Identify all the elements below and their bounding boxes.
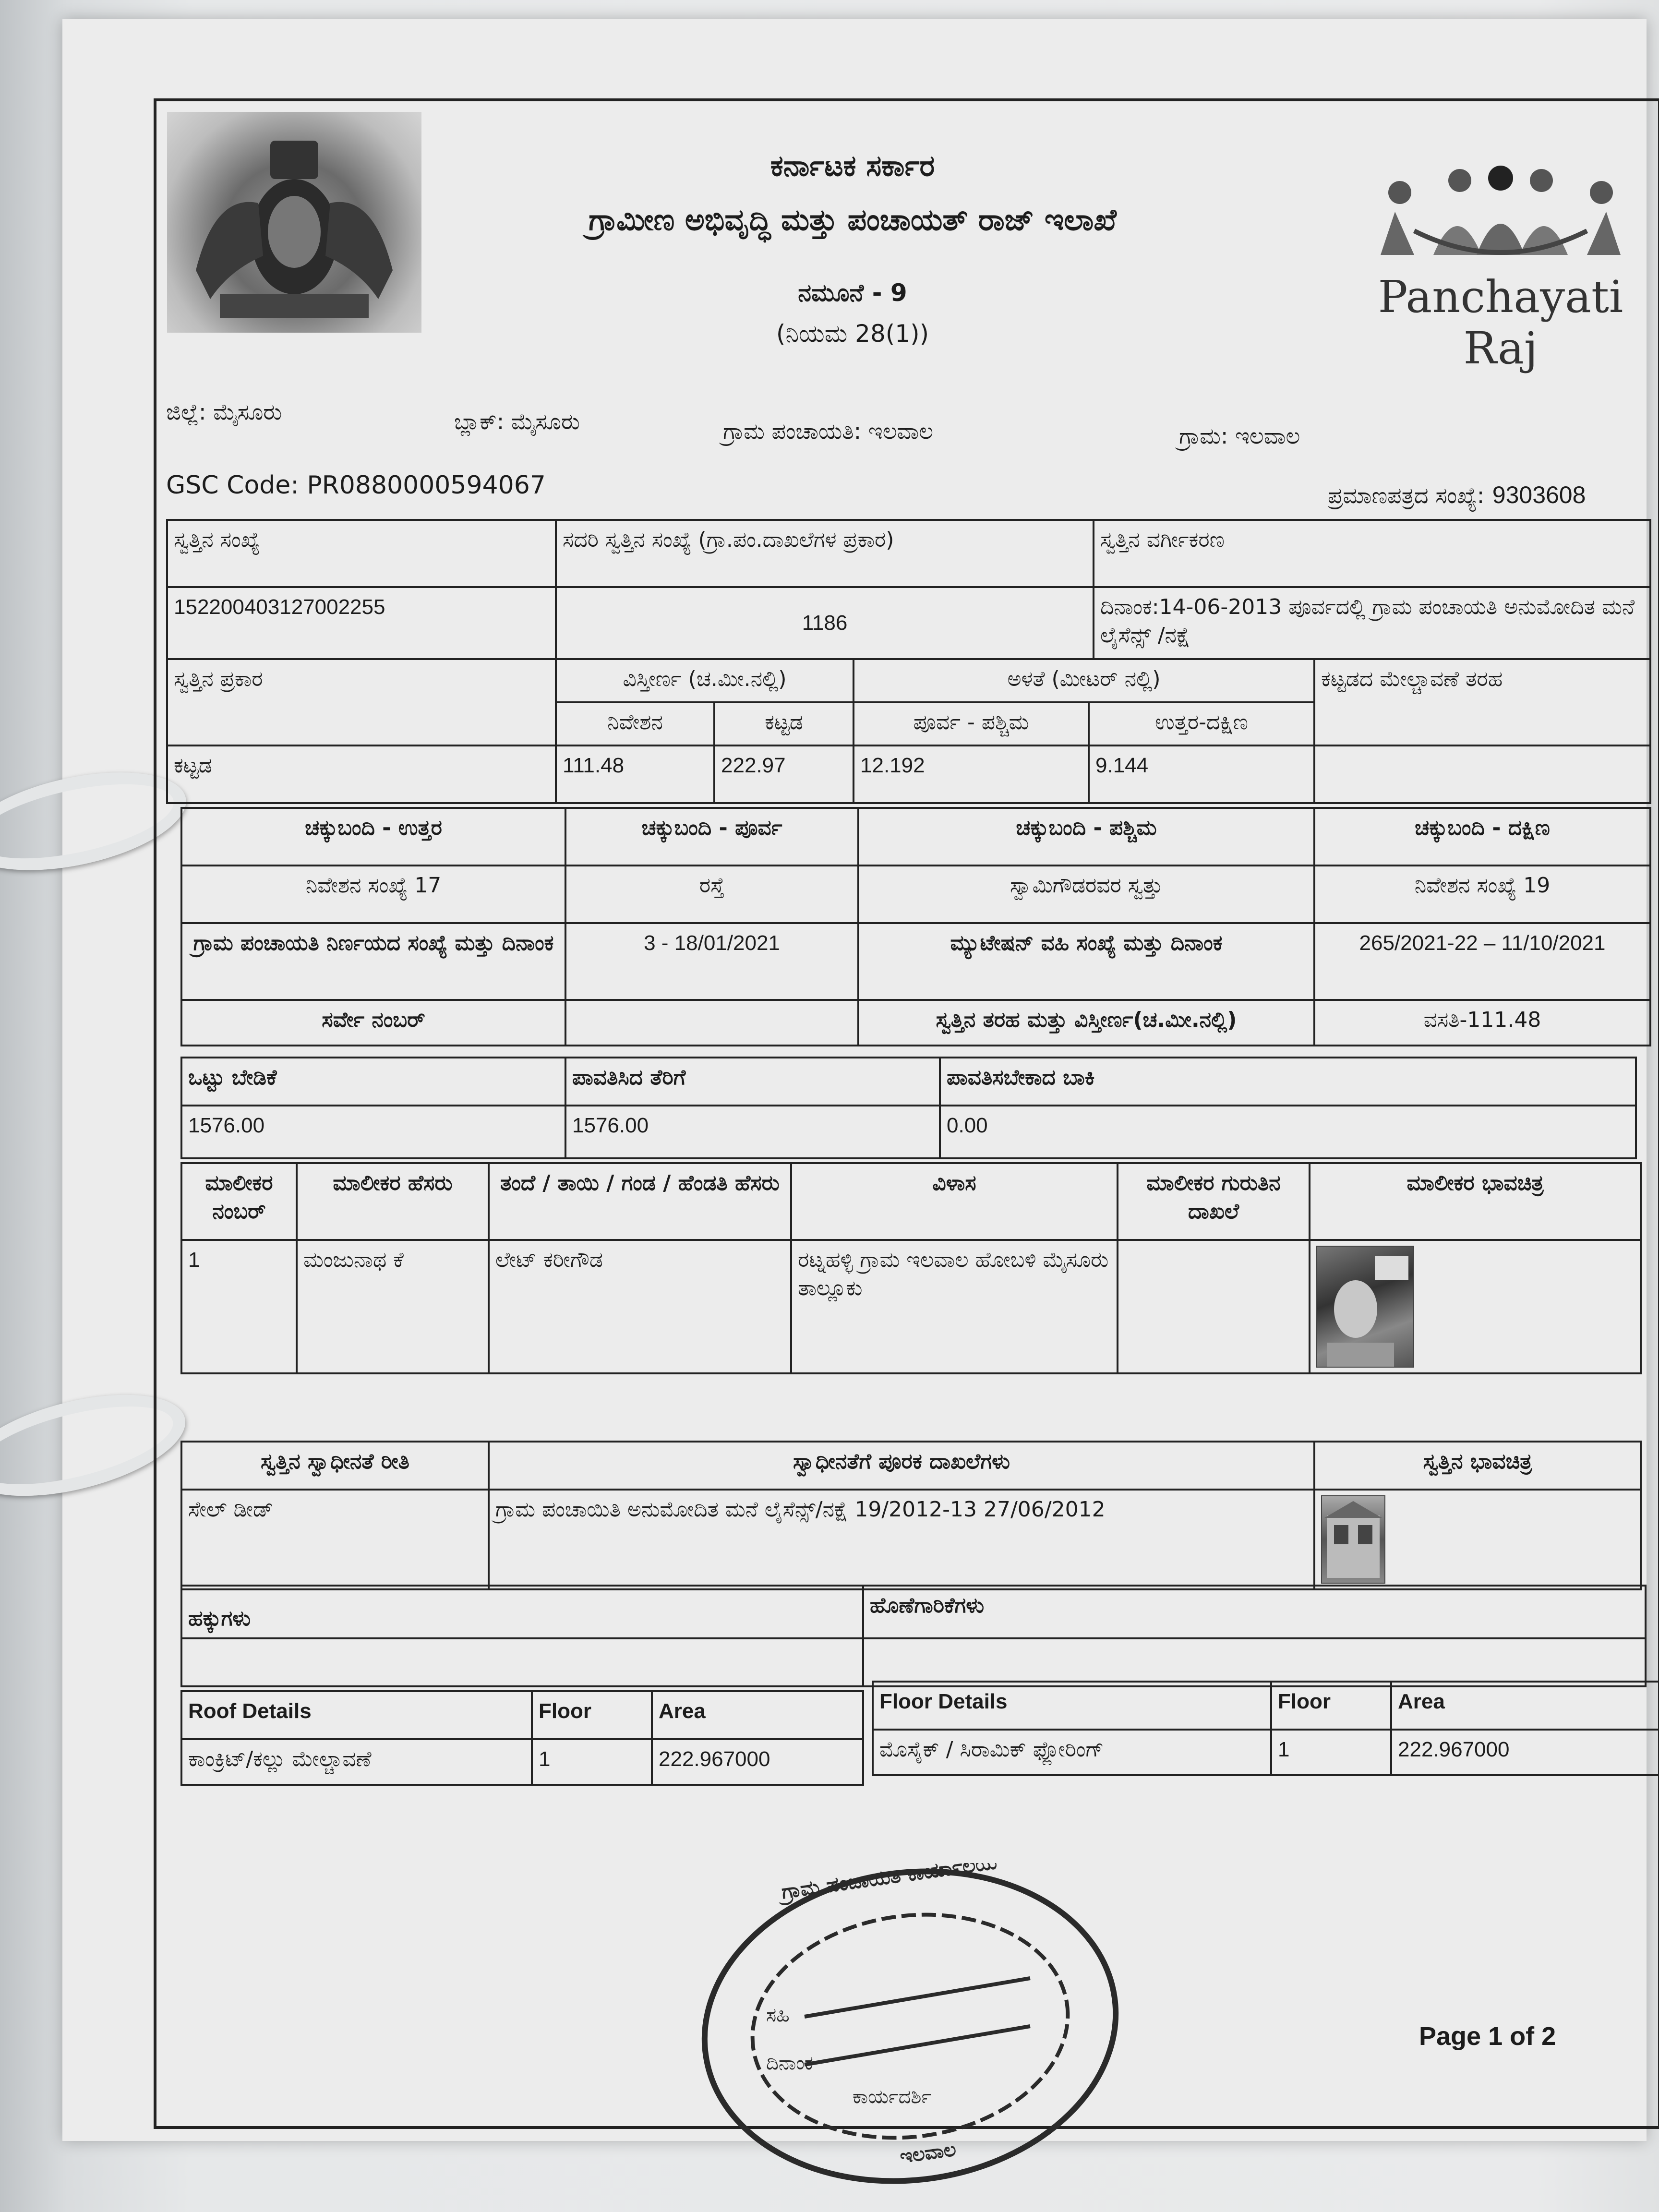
gp-number-label: ಸದರಿ ಸ್ವತ್ತಿನ ಸಂಖ್ಯೆ (ಗ್ರಾ.ಪಂ.ದಾಖಲೆಗಳ ಪ್ರಕಾರ) bbox=[556, 520, 1094, 587]
owner-name-value: ಮಂಜುನಾಥ ಕೆ bbox=[297, 1240, 489, 1373]
stamp-secretary-label: ಕಾರ್ಯದರ್ಶಿ bbox=[853, 2086, 932, 2108]
floor-type-value: ಮೊಸೈಕ್ / ಸಿರಾಮಿಕ್ ಫ್ಲೋರಿಂಗ್ bbox=[873, 1730, 1271, 1775]
owner-photo-cell bbox=[1310, 1240, 1641, 1373]
panchayati-raj-logo bbox=[1366, 159, 1635, 374]
certificate-page bbox=[62, 19, 1647, 2168]
type-area-label: ಸ್ವತ್ತಿನ ತರಹ ಮತ್ತು ವಿಸ್ತೀರ್ಣ(ಚ.ಮೀ.ನಲ್ಲಿ) bbox=[858, 1000, 1314, 1046]
property-photo bbox=[1321, 1495, 1385, 1584]
certificate-number: ಪ್ರಮಾಣಪತ್ರದ ಸಂಖ್ಯೆ: 9303608 bbox=[1328, 481, 1586, 508]
ownership-table bbox=[180, 1441, 1642, 1590]
roof-type-value: ಕಾಂಕ್ರಿಟ್/ಕಲ್ಲು ಮೇಲ್ಚಾವಣೆ bbox=[181, 1739, 532, 1785]
classification-value: ದಿನಾಂಕ:14-06-2013 ಪೂರ್ವದಲ್ಲಿ ಗ್ರಾಮ ಪಂಚಾಯತಿ ಅನುಮೋದಿತ ಮನೆ ಲೈಸೆನ್ಸ್ /ನಕ್ಷೆ bbox=[1094, 587, 1650, 659]
east-west-label: ಪೂರ್ವ - ಪಶ್ಚಿಮ bbox=[854, 702, 1089, 745]
ownership-method-value: ಸೇಲ್ ಡೀಡ್ bbox=[181, 1490, 489, 1589]
property-id-table bbox=[166, 519, 1651, 660]
ownership-method-label: ಸ್ವತ್ತಿನ ಸ್ವಾಧೀನತೆ ರೀತಿ bbox=[181, 1442, 489, 1490]
village: ಗ್ರಾಮ: ಇಲವಾಲ bbox=[1179, 423, 1300, 449]
tax-paid-label: ಪಾವತಿಸಿದ ತೆರಿಗೆ bbox=[565, 1058, 940, 1106]
balance-label: ಪಾವತಿಸಬೇಕಾದ ಬಾಕಿ bbox=[940, 1058, 1636, 1106]
gram-panchayat: ಗ್ರಾಮ ಪಂಚಾಯತಿ: ಇಲವಾಲ bbox=[723, 418, 934, 444]
survey-number-label: ಸರ್ವೇ ನಂಬರ್ bbox=[181, 1000, 565, 1046]
page-number: Page 1 of 2 bbox=[1419, 2022, 1556, 2051]
owner-id-value bbox=[1118, 1240, 1310, 1373]
survey-number-value bbox=[565, 1000, 858, 1046]
roof-floor-label: Floor bbox=[532, 1691, 652, 1739]
relation-label: ತಂದೆ / ತಾಯಿ / ಗಂಡ / ಹೆಂಡತಿ ಹೆಸರು bbox=[489, 1163, 791, 1240]
roof-floor-value: 1 bbox=[532, 1739, 652, 1785]
district: ಜಿಲ್ಲೆ: ಮೈಸೂರು bbox=[166, 399, 282, 425]
north-south-label: ಉತ್ತರ-ದಕ್ಷಿಣ bbox=[1089, 702, 1314, 745]
relation-value: ಲೇಟ್ ಕರೀಗೌಡ bbox=[489, 1240, 791, 1373]
north-south-value: 9.144 bbox=[1089, 745, 1314, 803]
owner-name-label: ಮಾಲೀಕರ ಹೆಸರು bbox=[297, 1163, 489, 1240]
boundaries-table bbox=[180, 807, 1651, 1046]
property-photo-cell bbox=[1314, 1490, 1641, 1589]
owner-photo bbox=[1316, 1246, 1414, 1368]
form-number: ನಮೂನೆ - 9 bbox=[798, 279, 907, 307]
east-boundary-label: ಚಕ್ಕುಬಂದಿ - ಪೂರ್ವ bbox=[565, 808, 858, 866]
floor-floor-value: 1 bbox=[1271, 1730, 1391, 1775]
west-boundary-label: ಚಕ್ಕುಬಂದಿ - ಪಶ್ಚಿಮ bbox=[858, 808, 1314, 866]
owner-number-label: ಮಾಲೀಕರ ನಂಬರ್ bbox=[181, 1163, 297, 1240]
floor-floor-label: Floor bbox=[1271, 1682, 1391, 1730]
block: ಬ್ಲಾಕ್: ಮೈಸೂರು bbox=[454, 409, 580, 434]
property-id-value: 152200403127002255 bbox=[167, 587, 556, 659]
rule-number: (ನಿಯಮ 28(1)) bbox=[776, 320, 929, 348]
panchayat-seal-stamp bbox=[694, 1863, 1126, 2189]
roof-details-table bbox=[180, 1690, 864, 1786]
east-boundary-value: ರಸ್ತೆ bbox=[565, 866, 858, 923]
classification-label: ಸ್ವತ್ತಿನ ವರ್ಗೀಕರಣ bbox=[1094, 520, 1650, 587]
floor-area-value: 222.967000 bbox=[1391, 1730, 1659, 1775]
area-label: ವಿಸ್ತೀರ್ಣ (ಚ.ಮೀ.ನಲ್ಲಿ) bbox=[556, 659, 854, 702]
dimensions-table bbox=[166, 658, 1651, 804]
north-boundary-value: ನಿವೇಶನ ಸಂಖ್ಯೆ 17 bbox=[181, 866, 565, 923]
gsc-code: GSC Code: PR0880000594067 bbox=[166, 471, 546, 500]
south-boundary-label: ಚಕ್ಕುಬಂದಿ - ದಕ್ಷಿಣ bbox=[1314, 808, 1650, 866]
owner-number-value: 1 bbox=[181, 1240, 297, 1373]
resolution-value: 3 - 18/01/2021 bbox=[565, 923, 858, 1000]
rights-table bbox=[180, 1585, 1647, 1687]
stamp-bottom-text: ಇಲವಾಲ bbox=[898, 2138, 958, 2168]
total-demand-label: ಒಟ್ಟು ಬೇಡಿಕೆ bbox=[181, 1058, 565, 1106]
south-boundary-value: ನಿವೇಶನ ಸಂಖ್ಯೆ 19 bbox=[1314, 866, 1650, 923]
panchayati-raj-text: Panchayati Raj bbox=[1378, 271, 1623, 374]
roof-details-title: Roof Details bbox=[181, 1691, 532, 1739]
floor-details-table bbox=[872, 1681, 1659, 1776]
property-id-label: ಸ್ವತ್ತಿನ ಸಂಖ್ಯೆ bbox=[167, 520, 556, 587]
liabilities-label: ಹೊಣೆಗಾರಿಕೆಗಳು bbox=[863, 1586, 1646, 1638]
owner-table bbox=[180, 1162, 1642, 1374]
balance-value: 0.00 bbox=[940, 1106, 1636, 1158]
karnataka-emblem-icon bbox=[167, 112, 421, 333]
property-type-value: ಕಟ್ಟಡ bbox=[167, 745, 556, 803]
floor-details-title: Floor Details bbox=[873, 1682, 1271, 1730]
building-area-value: 222.97 bbox=[714, 745, 854, 803]
north-boundary-label: ಚಕ್ಕುಬಂದಿ - ಉತ್ತರ bbox=[181, 808, 565, 866]
tax-table bbox=[180, 1057, 1637, 1159]
resolution-label: ಗ್ರಾಮ ಪಂಚಾಯತಿ ನಿರ್ಣಯದ ಸಂಖ್ಯೆ ಮತ್ತು ದಿನಾಂಕ bbox=[181, 923, 565, 1000]
supporting-docs-label: ಸ್ವಾಧೀನತೆಗೆ ಪೂರಕ ದಾಖಲೆಗಳು bbox=[489, 1442, 1314, 1490]
property-type-label: ಸ್ವತ್ತಿನ ಪ್ರಕಾರ bbox=[167, 659, 556, 745]
owner-id-label: ಮಾಲೀಕರ ಗುರುತಿನ ದಾಖಲೆ bbox=[1118, 1163, 1310, 1240]
roof-type-value bbox=[1314, 745, 1650, 803]
owner-photo-label: ಮಾಲೀಕರ ಭಾವಚಿತ್ರ bbox=[1310, 1163, 1641, 1240]
floor-area-label: Area bbox=[1391, 1682, 1659, 1730]
rights-value bbox=[181, 1638, 863, 1686]
stamp-signature-label: ಸಹಿ bbox=[766, 2004, 790, 2026]
mutation-value: 265/2021-22 – 11/10/2021 bbox=[1314, 923, 1650, 1000]
govt-title: ಕರ್ನಾಟಕ ಸರ್ಕಾರ bbox=[770, 149, 935, 183]
site-label: ನಿವೇಶನ bbox=[556, 702, 714, 745]
site-area-value: 111.48 bbox=[556, 745, 714, 803]
form-9-document bbox=[154, 98, 1659, 2168]
gp-number-value: 1186 bbox=[556, 587, 1094, 659]
roof-type-label: ಕಟ್ಟಡದ ಮೇಲ್ಚಾವಣೆ ತರಹ bbox=[1314, 659, 1650, 745]
total-demand-value: 1576.00 bbox=[181, 1106, 565, 1158]
west-boundary-value: ಸ್ವಾಮಿಗೌಡರವರ ಸ್ವತ್ತು bbox=[858, 866, 1314, 923]
address-value: ರಟ್ನಹಳ್ಳಿ ಗ್ರಾಮ ಇಲವಾಲ ಹೋಬಳಿ ಮೈಸೂರು ತಾಲ್ಲೂಕು bbox=[791, 1240, 1118, 1373]
building-label: ಕಟ್ಟಡ bbox=[714, 702, 854, 745]
department-title: ಗ್ರಾಮೀಣ ಅಭಿವೃದ್ಧಿ ಮತ್ತು ಪಂಚಾಯತ್ ರಾಜ್ ಇಲಾಖೆ bbox=[589, 202, 1117, 237]
stamp-date-label: ದಿನಾಂಕ bbox=[766, 2052, 813, 2074]
people-group-icon bbox=[1366, 159, 1635, 264]
measurement-label: ಅಳತೆ (ಮೀಟರ್ ನಲ್ಲಿ) bbox=[854, 659, 1314, 702]
liabilities-value bbox=[863, 1638, 1646, 1686]
stamp-top-text: ಗ್ರಾಮ ಪಂಚಾಯತಿ ಕಾರ್ಯಾಲಯ bbox=[780, 1863, 998, 1904]
rights-label: ಹಕ್ಕುಗಳು bbox=[181, 1586, 863, 1638]
property-photo-label: ಸ್ವತ್ತಿನ ಭಾವಚಿತ್ರ bbox=[1314, 1442, 1641, 1490]
mutation-label: ಮ್ಯುಟೇಷನ್ ವಹಿ ಸಂಖ್ಯೆ ಮತ್ತು ದಿನಾಂಕ bbox=[858, 923, 1314, 1000]
tax-paid-value: 1576.00 bbox=[565, 1106, 940, 1158]
roof-area-value: 222.967000 bbox=[652, 1739, 863, 1785]
roof-area-label: Area bbox=[652, 1691, 863, 1739]
address-label: ವಿಳಾಸ bbox=[791, 1163, 1118, 1240]
supporting-docs-value: ಗ್ರಾಮ ಪಂಚಾಯಿತಿ ಅನುಮೋದಿತ ಮನೆ ಲೈಸೆನ್ಸ್/ನಕ್ಷೆ 19/2012-13 27/06/2012 bbox=[489, 1490, 1314, 1589]
type-area-value: ವಸತಿ-111.48 bbox=[1314, 1000, 1650, 1046]
east-west-value: 12.192 bbox=[854, 745, 1089, 803]
